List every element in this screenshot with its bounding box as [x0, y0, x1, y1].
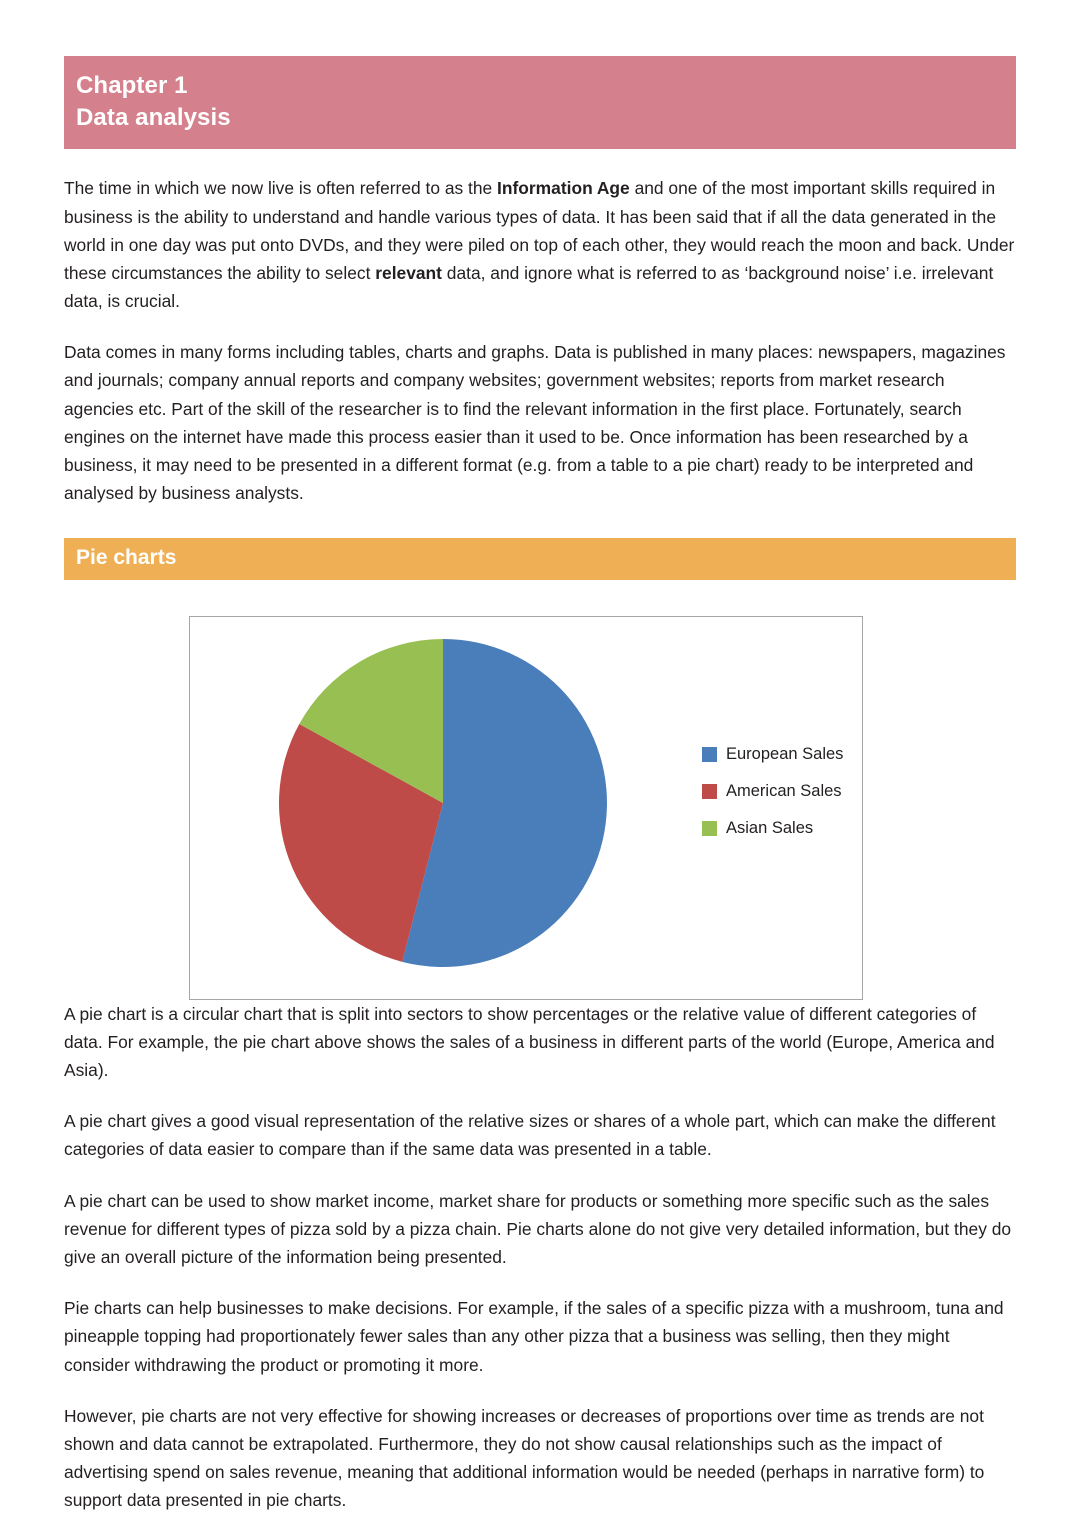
chart-legend: [702, 747, 852, 858]
chapter-title: Data analysis: [76, 103, 231, 131]
intro-p1-text-1: The time in which we now live is often referred to as the: [64, 178, 498, 199]
intro-p1-bold-2: relevant: [375, 262, 442, 283]
body-paragraph-4: A pie chart gives a good visual representation of the relative sizes or shares of a whole part, which can make the different categories of data easier to compare than if the same data was presented in a table.: [64, 1111, 996, 1160]
legend-item: [702, 784, 852, 800]
legend-item: [702, 821, 852, 837]
page-content: [64, 0, 1016, 1537]
section-heading-band: [64, 538, 1016, 579]
legend-item: [702, 747, 852, 763]
intro-p1-bold-1: Information Age: [497, 178, 630, 199]
chapter-heading-band: [64, 56, 1016, 149]
intro-p1-text-2: and one of the most important skills required in business is the ability to understand and handle various types of data. It has been said that if all the data generated in the world in one day was put onto DVDs, and they were piled on top of each other, they would reach the moon and back. Under these circumstances the ability to select: [64, 178, 1015, 283]
body-paragraph-5: A pie chart can be used to show market income, market share for products or something more specific such as the sales revenue for different types of pizza sold by a pizza chain. Pie charts alone do not give very detailed information, but they do give an overall picture of the information being presented.: [64, 1190, 1012, 1267]
legend-swatch-icon: [702, 784, 717, 799]
pie-chart-svg: [278, 638, 608, 968]
intro-paragraph-2: Data comes in many forms including tables, charts and graphs. Data is published in many places: newspapers, magazines and journals; company annual reports and company websites; government websites; reports from market research agencies etc. Part of the skill of the researcher is to find the relevant information in the first place. Fortunately, search engines on the internet have made this process easier than it used to be. Once information has been researched by a business, it may need to be presented in a different format (e.g. from a table to a pie chart) ready to be interpreted and analysed by business analysts.: [64, 342, 1006, 504]
intro-p1-text-3: data, and ignore what is referred to as ‘background noise’ i.e. irrelevant data, is crucial.: [64, 262, 994, 312]
legend-item-label: Asian Sales: [726, 819, 814, 838]
chapter-number: Chapter 1: [76, 72, 188, 99]
body-paragraph-7: However, pie charts are not very effective for showing increases or decreases of proportions over time as trends are not shown and data cannot be extrapolated. Furthermore, they do not show causal relationships such as the impact of advertising spend on sales revenue, meaning that additional information would be needed (perhaps in narrative form) to support data presented in pie charts.: [64, 1405, 985, 1511]
body-paragraph-3: A pie chart is a circular chart that is split into sectors to show percentages or the relative value of different categories of data. For example, the pie chart above shows the sales of a business in different parts of the world (Europe, America and Asia).: [64, 1003, 995, 1081]
section-title: Pie charts: [76, 546, 177, 570]
intro-paragraph-1: [64, 174, 1016, 315]
body-paragraph-6: Pie charts can help businesses to make decisions. For example, if the sales of a specific pizza with a mushroom, tuna and pineapple topping had proportionately fewer sales than any other pizza that a business was selling, then they might consider withdrawing the product or promoting it more.: [64, 1298, 1004, 1375]
pie-chart: [278, 638, 608, 968]
pie-chart-figure: [189, 616, 863, 1000]
legend-swatch-icon: [702, 747, 717, 762]
legend-item-label: European Sales: [726, 745, 844, 764]
legend-swatch-icon: [702, 821, 717, 836]
legend-item-label: American Sales: [726, 782, 842, 801]
